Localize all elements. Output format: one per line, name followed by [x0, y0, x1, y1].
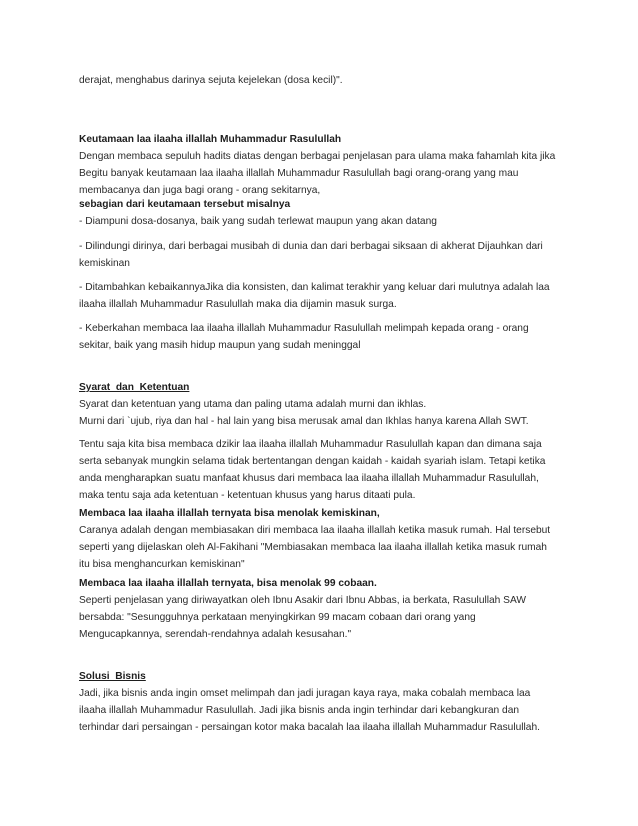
text-line: Begitu banyak keutamaan laa ilaaha illallah Muhammadur Rasulullah bagi orang-orang yang mau — [79, 168, 519, 179]
text-line: kemiskinan — [79, 258, 130, 269]
sebagian-section — [79, 196, 579, 230]
text-line: terhindar dari persaingan - persaingan kotor maka bacalah laa ilaaha illallah Muhammadur Rasulullah. — [79, 722, 540, 733]
text-line: - Ditambahkan kebaikannyaJika dia konsisten, dan kalimat terakhir yang keluar dari mulutnya adalah laa — [79, 282, 550, 293]
text-line: Seperti penjelasan yang diriwayatkan oleh Ibnu Asakir dari Ibnu Abbas, ia berkata, Rasulullah SAW — [79, 595, 527, 606]
list-item-paragraph — [79, 320, 579, 354]
list-item-paragraph — [79, 238, 579, 272]
list-item-paragraph — [79, 279, 579, 313]
syarat-paragraph — [79, 436, 579, 504]
syarat-section — [79, 379, 579, 430]
text-line: - Dilindungi dirinya, dari berbagai musibah di dunia dan dari berbagai siksaan di akherat Dijauhkan dari — [79, 241, 543, 252]
cobaan-section — [79, 575, 579, 643]
text-line: Dengan membaca sepuluh hadits diatas dengan berbagai penjelasan para ulama maka fahamlah kita jika — [79, 151, 556, 162]
text-line: maka tentu saja ada ketentuan - ketentuan khusus yang harus ditaati pula. — [79, 490, 416, 501]
text-line: sekitar, baik yang masih hidup maupun yang sudah meninggal — [79, 340, 361, 351]
keutamaan-section — [79, 131, 579, 199]
text-line: membacanya dan juga bagi orang - orang sekitarnya, — [79, 185, 321, 196]
text-line: Murni dari `ujub, riya dan hal - hal lain yang bisa merusak amal dan Ikhlas hanya karena Allah SWT. — [79, 416, 529, 427]
section-heading: Membaca laa ilaaha illallah ternyata bisa menolak kemiskinan, — [79, 508, 380, 519]
section-heading: Solusi_Bisnis — [79, 671, 146, 682]
intro-paragraph — [79, 72, 579, 89]
section-heading: sebagian dari keutamaan tersebut misalnya — [79, 199, 291, 210]
text-line: - Keberkahan membaca laa ilaaha illallah Muhammadur Rasulullah melimpah kepada orang - orang — [79, 323, 529, 334]
text-line: Mengucapkannya, serendah-rendahnya adalah kesusahan." — [79, 629, 352, 640]
text-line: Jadi, jika bisnis anda ingin omset melimpah dan jadi juragan kaya raya, maka cobalah membaca laa — [79, 688, 531, 699]
section-heading: Syarat_dan_Ketentuan — [79, 382, 190, 393]
text-line: ilaaha illallah Muhammadur Rasulullah maka dia dijamin masuk surga. — [79, 299, 397, 310]
text-line: Tentu saja kita bisa membaca dzikir laa ilaaha illallah Muhammadur Rasulullah kapan dan dimana saja — [79, 439, 542, 450]
section-heading: Keutamaan laa ilaaha illallah Muhammadur Rasulullah — [79, 134, 342, 145]
text-line: Syarat dan ketentuan yang utama dan paling utama adalah murni dan ikhlas. — [79, 399, 427, 410]
list-item: - Diampuni dosa-dosanya, baik yang sudah terlewat maupun yang akan datang — [79, 216, 437, 227]
text-line: anda mengharapkan suatu manfaat khusus dari membaca laa ilaaha illallah Muhammadur Rasulullah, — [79, 473, 539, 484]
text-line: ilaaha illallah Muhammadur Rasulullah. Jadi jika bisnis anda ingin terhindar dari kebangkuran dan — [79, 705, 520, 716]
text-line: derajat, menghabus darinya sejuta kejelekan (dosa kecil)". — [79, 75, 343, 86]
kemiskinan-section — [79, 505, 579, 573]
text-line: Caranya adalah dengan membiasakan diri membaca laa ilaaha illallah ketika masuk rumah. Hal tersebut — [79, 525, 551, 536]
text-line: bersabda: "Sesungguhnya perkataan menyingkirkan 99 macam cobaan dari orang yang — [79, 612, 476, 623]
section-heading: Membaca laa ilaaha illallah ternyata, bisa menolak 99 cobaan. — [79, 578, 377, 589]
text-line: serta sebanyak mungkin selama tidak bertentangan dengan kaidah - kaidah syariah islam. Tetapi ketika — [79, 456, 546, 467]
text-line: seperti yang dijelaskan oleh Al-Fakihani "Membiasakan membaca laa ilaaha illallah ketika masuk rumah — [79, 542, 547, 553]
solusi-section — [79, 668, 579, 736]
text-line: itu bisa menghancurkan kemiskinan" — [79, 559, 245, 570]
